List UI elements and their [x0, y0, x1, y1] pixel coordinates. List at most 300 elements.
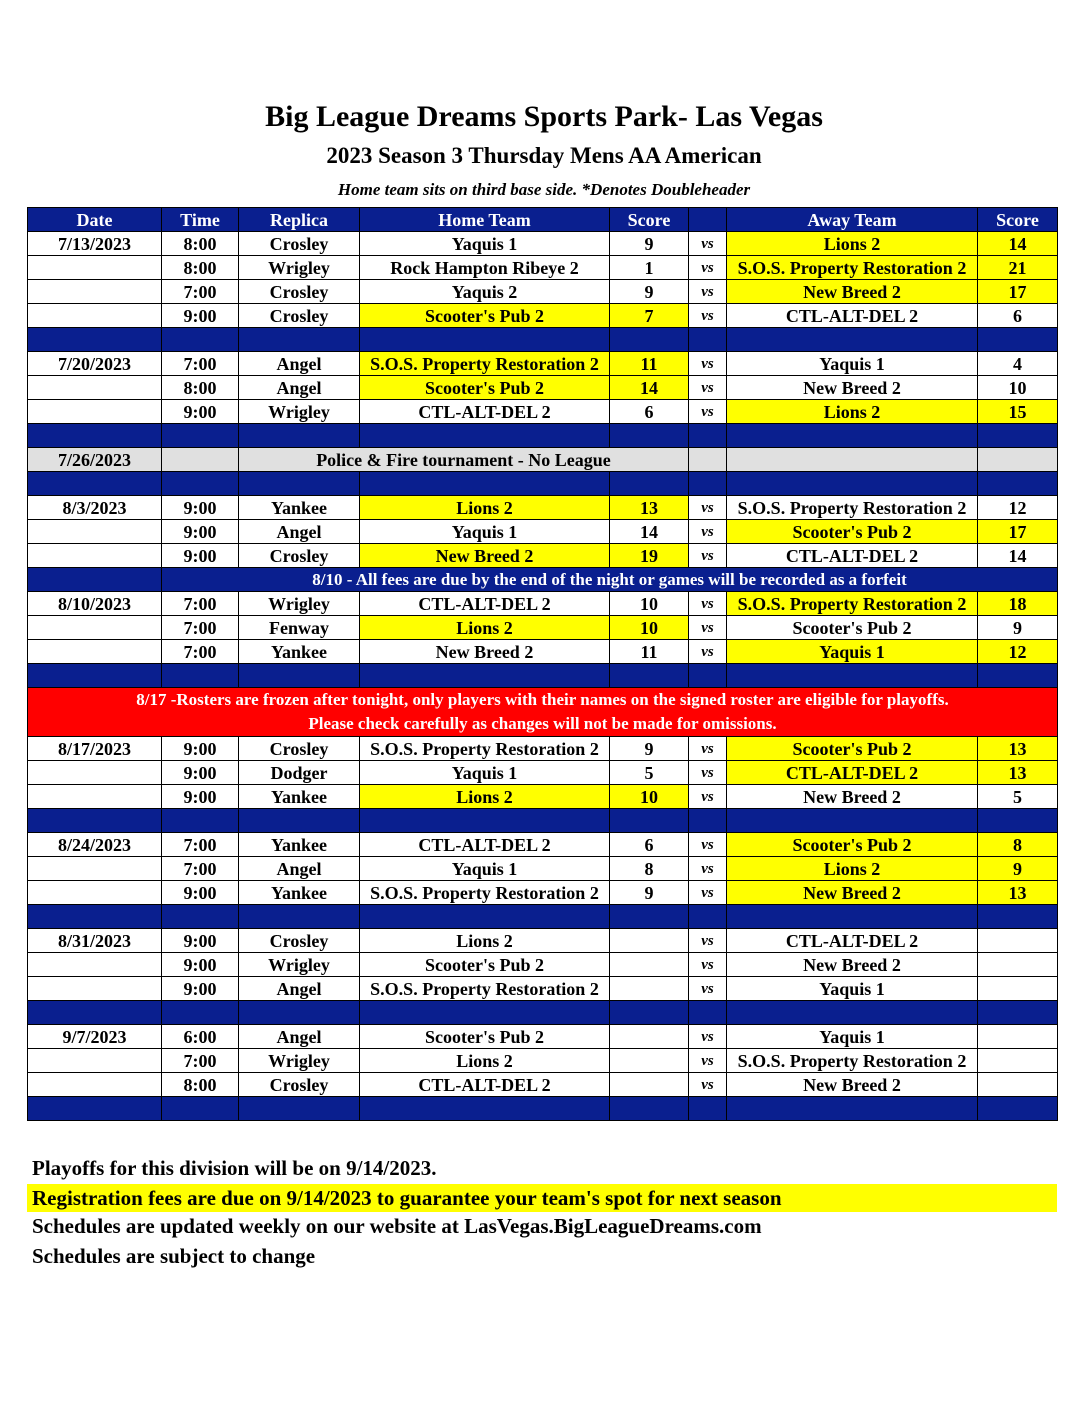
game-replica: Yankee [239, 496, 360, 520]
game-date [28, 881, 162, 905]
game-time: 9:00 [162, 496, 239, 520]
spacer-cell [727, 664, 978, 688]
game-replica: Wrigley [239, 400, 360, 424]
spacer-cell [28, 664, 162, 688]
home-team: Scooter's Pub 2 [360, 953, 610, 977]
game-row [28, 256, 1058, 280]
spacer-row [28, 1097, 1058, 1121]
vs-label: vs [689, 785, 727, 809]
home-score: 10 [610, 616, 689, 640]
game-row [28, 761, 1058, 785]
roster-note-line-1: 8/17 -Rosters are frozen after tonight, only players with their names on the signed roster are eligible for playoffs. [136, 690, 949, 709]
away-score: 12 [978, 640, 1058, 664]
game-replica: Angel [239, 977, 360, 1001]
spacer-cell [360, 472, 610, 496]
spacer-cell [239, 809, 360, 833]
game-time: 7:00 [162, 616, 239, 640]
game-time: 7:00 [162, 280, 239, 304]
spacer-cell [727, 472, 978, 496]
game-date [28, 1049, 162, 1073]
away-score: 5 [978, 785, 1058, 809]
game-row [28, 737, 1058, 761]
away-score: 6 [978, 304, 1058, 328]
game-date [28, 785, 162, 809]
game-replica: Dodger [239, 761, 360, 785]
game-time: 7:00 [162, 857, 239, 881]
game-replica: Yankee [239, 833, 360, 857]
spacer-row [28, 472, 1058, 496]
spacer-row [28, 905, 1058, 929]
game-date [28, 1073, 162, 1097]
game-row [28, 929, 1058, 953]
game-row [28, 352, 1058, 376]
away-team: Lions 2 [727, 400, 978, 424]
spacer-cell [610, 472, 689, 496]
vs-label: vs [689, 352, 727, 376]
spacer-cell [28, 424, 162, 448]
game-time: 7:00 [162, 1049, 239, 1073]
game-replica: Crosley [239, 1073, 360, 1097]
game-time: 9:00 [162, 881, 239, 905]
home-score: 11 [610, 352, 689, 376]
spacer-cell [610, 1097, 689, 1121]
vs-label: vs [689, 977, 727, 1001]
game-time: 9:00 [162, 544, 239, 568]
spacer-cell [360, 328, 610, 352]
home-score: 10 [610, 785, 689, 809]
vs-label: vs [689, 761, 727, 785]
spacer-cell [727, 1001, 978, 1025]
home-score: 11 [610, 640, 689, 664]
spacer-cell [610, 809, 689, 833]
away-team: Scooter's Pub 2 [727, 616, 978, 640]
spacer-cell [162, 664, 239, 688]
game-row [28, 544, 1058, 568]
schedule-table [27, 207, 1058, 1121]
registration-note: Registration fees are due on 9/14/2023 to guarantee your team's spot for next season [27, 1184, 1057, 1212]
home-score: 6 [610, 833, 689, 857]
game-replica: Yankee [239, 881, 360, 905]
game-time: 7:00 [162, 352, 239, 376]
spacer-cell [689, 1001, 727, 1025]
spacer-cell [28, 905, 162, 929]
game-time: 7:00 [162, 640, 239, 664]
away-team: Scooter's Pub 2 [727, 520, 978, 544]
game-replica: Crosley [239, 544, 360, 568]
vs-label: vs [689, 1049, 727, 1073]
game-date [28, 616, 162, 640]
vs-label: vs [689, 616, 727, 640]
game-time: 9:00 [162, 929, 239, 953]
spacer-cell [978, 472, 1058, 496]
game-time: 8:00 [162, 256, 239, 280]
schedule-body [28, 232, 1058, 1121]
home-team: Rock Hampton Ribeye 2 [360, 256, 610, 280]
away-team: New Breed 2 [727, 1073, 978, 1097]
away-score [978, 1049, 1058, 1073]
spacer-cell [978, 328, 1058, 352]
schedule-note: Home team sits on third base side. *Denotes Doubleheader [337, 180, 751, 199]
spacer-cell [28, 1001, 162, 1025]
home-score [610, 1049, 689, 1073]
spacer-row [28, 424, 1058, 448]
fees-note: 8/10 - All fees are due by the end of the night or games will be recorded as a forfeit [162, 568, 1058, 592]
roster-note [28, 688, 1058, 737]
spacer-cell [239, 664, 360, 688]
home-team: Lions 2 [360, 496, 610, 520]
away-team: New Breed 2 [727, 376, 978, 400]
game-time: 9:00 [162, 304, 239, 328]
home-score: 7 [610, 304, 689, 328]
home-score: 9 [610, 280, 689, 304]
spacer-row [28, 664, 1058, 688]
vs-label: vs [689, 833, 727, 857]
spacer-cell [360, 809, 610, 833]
away-score: 9 [978, 857, 1058, 881]
vs-label: vs [689, 1073, 727, 1097]
game-time: 8:00 [162, 1073, 239, 1097]
vs-label: vs [689, 304, 727, 328]
away-team: S.O.S. Property Restoration 2 [727, 496, 978, 520]
away-team: S.O.S. Property Restoration 2 [727, 592, 978, 616]
empty-cell [727, 448, 978, 472]
game-time: 6:00 [162, 1025, 239, 1049]
spacer-cell [360, 905, 610, 929]
spacer-cell [239, 472, 360, 496]
game-time: 9:00 [162, 400, 239, 424]
game-time: 9:00 [162, 520, 239, 544]
game-date [28, 280, 162, 304]
spacer-cell [610, 328, 689, 352]
away-score: 21 [978, 256, 1058, 280]
game-row [28, 1025, 1058, 1049]
away-score: 17 [978, 280, 1058, 304]
vs-label: vs [689, 857, 727, 881]
home-team: Lions 2 [360, 929, 610, 953]
away-score [978, 1073, 1058, 1097]
spacer-cell [978, 809, 1058, 833]
game-row [28, 881, 1058, 905]
spacer-cell [727, 328, 978, 352]
away-score: 12 [978, 496, 1058, 520]
vs-label: vs [689, 520, 727, 544]
game-date [28, 640, 162, 664]
spacer-cell [239, 905, 360, 929]
spacer-cell [162, 905, 239, 929]
home-team: CTL-ALT-DEL 2 [360, 833, 610, 857]
game-replica: Angel [239, 352, 360, 376]
spacer-row [28, 809, 1058, 833]
spacer-cell [239, 328, 360, 352]
away-team: Scooter's Pub 2 [727, 833, 978, 857]
header-row [28, 208, 1058, 232]
game-replica: Yankee [239, 640, 360, 664]
spacer-cell [689, 472, 727, 496]
spacer-cell [28, 809, 162, 833]
home-score [610, 1073, 689, 1097]
game-row [28, 400, 1058, 424]
vs-label: vs [689, 881, 727, 905]
game-date [28, 761, 162, 785]
game-date: 8/10/2023 [28, 592, 162, 616]
game-row [28, 953, 1058, 977]
vs-label: vs [689, 280, 727, 304]
away-team: CTL-ALT-DEL 2 [727, 929, 978, 953]
away-team: Yaquis 1 [727, 977, 978, 1001]
game-date [28, 256, 162, 280]
away-team: Lions 2 [727, 232, 978, 256]
game-date: 8/24/2023 [28, 833, 162, 857]
away-score: 13 [978, 761, 1058, 785]
game-row [28, 496, 1058, 520]
spacer-row [28, 1001, 1058, 1025]
spacer-cell [689, 905, 727, 929]
away-score [978, 977, 1058, 1001]
away-team: CTL-ALT-DEL 2 [727, 761, 978, 785]
game-replica: Wrigley [239, 256, 360, 280]
game-row [28, 520, 1058, 544]
game-replica: Angel [239, 857, 360, 881]
away-team: New Breed 2 [727, 280, 978, 304]
home-team: Lions 2 [360, 1049, 610, 1073]
home-score [610, 977, 689, 1001]
away-score: 13 [978, 881, 1058, 905]
away-score [978, 953, 1058, 977]
home-team: Yaquis 1 [360, 857, 610, 881]
game-row [28, 977, 1058, 1001]
game-replica: Wrigley [239, 592, 360, 616]
spacer-cell [727, 905, 978, 929]
game-date: 8/17/2023 [28, 737, 162, 761]
home-team: Yaquis 1 [360, 232, 610, 256]
col-date: Date [28, 208, 162, 232]
spacer-cell [162, 1001, 239, 1025]
game-time: 9:00 [162, 977, 239, 1001]
spacer-cell [360, 1001, 610, 1025]
home-score: 10 [610, 592, 689, 616]
game-row [28, 640, 1058, 664]
empty-cell [689, 448, 727, 472]
playoffs-note: Playoffs for this division will be on 9/14/2023. [32, 1156, 437, 1180]
game-replica: Crosley [239, 737, 360, 761]
game-time: 8:00 [162, 232, 239, 256]
home-team: Lions 2 [360, 616, 610, 640]
game-date: 7/13/2023 [28, 232, 162, 256]
game-row [28, 232, 1058, 256]
game-date: 7/26/2023 [28, 448, 162, 472]
game-replica: Fenway [239, 616, 360, 640]
spacer-cell [978, 905, 1058, 929]
spacer-cell [162, 472, 239, 496]
game-row [28, 376, 1058, 400]
spacer-cell [239, 1097, 360, 1121]
away-score: 17 [978, 520, 1058, 544]
home-team: New Breed 2 [360, 544, 610, 568]
home-team: S.O.S. Property Restoration 2 [360, 977, 610, 1001]
away-team: Lions 2 [727, 857, 978, 881]
spacer-cell [162, 1097, 239, 1121]
away-score: 14 [978, 544, 1058, 568]
game-row [28, 785, 1058, 809]
spacer-cell [689, 328, 727, 352]
empty-cell [162, 448, 239, 472]
game-replica: Wrigley [239, 1049, 360, 1073]
game-time: 9:00 [162, 785, 239, 809]
game-date [28, 977, 162, 1001]
vs-label: vs [689, 400, 727, 424]
home-score: 9 [610, 232, 689, 256]
game-replica: Crosley [239, 280, 360, 304]
spacer-cell [610, 1001, 689, 1025]
game-time: 9:00 [162, 953, 239, 977]
spacer-cell [162, 328, 239, 352]
away-score: 15 [978, 400, 1058, 424]
vs-label: vs [689, 737, 727, 761]
spacer-cell [978, 1097, 1058, 1121]
game-time: 7:00 [162, 833, 239, 857]
game-row [28, 592, 1058, 616]
game-date [28, 544, 162, 568]
spacer-cell [360, 664, 610, 688]
game-replica: Wrigley [239, 953, 360, 977]
spacer-cell [162, 809, 239, 833]
vs-label: vs [689, 592, 727, 616]
spacer-cell [727, 809, 978, 833]
home-score: 14 [610, 520, 689, 544]
home-score: 14 [610, 376, 689, 400]
away-team: Yaquis 1 [727, 640, 978, 664]
spacer-row [28, 328, 1058, 352]
subject-to-change-note: Schedules are subject to change [32, 1244, 316, 1268]
away-score [978, 929, 1058, 953]
away-team: CTL-ALT-DEL 2 [727, 544, 978, 568]
home-score: 5 [610, 761, 689, 785]
no-league-text: Police & Fire tournament - No League [239, 448, 689, 472]
home-team: S.O.S. Property Restoration 2 [360, 881, 610, 905]
game-date: 8/3/2023 [28, 496, 162, 520]
game-date: 7/20/2023 [28, 352, 162, 376]
game-date [28, 376, 162, 400]
game-date: 9/7/2023 [28, 1025, 162, 1049]
spacer-cell [978, 1001, 1058, 1025]
website-note: Schedules are updated weekly on our website at LasVegas.BigLeagueDreams.com [32, 1214, 762, 1238]
col-home-team: Home Team [360, 208, 610, 232]
game-replica: Angel [239, 520, 360, 544]
home-team: CTL-ALT-DEL 2 [360, 1073, 610, 1097]
no-league-row [28, 448, 1058, 472]
home-team: CTL-ALT-DEL 2 [360, 400, 610, 424]
spacer-cell [727, 424, 978, 448]
home-score: 13 [610, 496, 689, 520]
col-vs [689, 208, 727, 232]
game-date [28, 520, 162, 544]
spacer-cell [162, 424, 239, 448]
spacer-cell [978, 424, 1058, 448]
game-date: 8/31/2023 [28, 929, 162, 953]
home-team: Scooter's Pub 2 [360, 376, 610, 400]
spacer-cell [239, 1001, 360, 1025]
away-score: 10 [978, 376, 1058, 400]
spacer-cell [28, 472, 162, 496]
spacer-cell [610, 664, 689, 688]
away-team: Yaquis 1 [727, 1025, 978, 1049]
game-replica: Crosley [239, 232, 360, 256]
game-replica: Yankee [239, 785, 360, 809]
spacer-cell [28, 1097, 162, 1121]
vs-label: vs [689, 256, 727, 280]
home-team: CTL-ALT-DEL 2 [360, 592, 610, 616]
home-score: 9 [610, 881, 689, 905]
game-time: 8:00 [162, 376, 239, 400]
game-row [28, 304, 1058, 328]
col-away-score: Score [978, 208, 1058, 232]
col-away-team: Away Team [727, 208, 978, 232]
roster-note-line-2: Please check carefully as changes will not be made for omissions. [308, 714, 777, 733]
game-replica: Angel [239, 376, 360, 400]
away-team: Yaquis 1 [727, 352, 978, 376]
away-team: S.O.S. Property Restoration 2 [727, 256, 978, 280]
away-score: 8 [978, 833, 1058, 857]
game-time: 7:00 [162, 592, 239, 616]
home-score: 8 [610, 857, 689, 881]
vs-label: vs [689, 1025, 727, 1049]
home-team: Yaquis 1 [360, 761, 610, 785]
game-row [28, 1073, 1058, 1097]
spacer-cell [689, 1097, 727, 1121]
game-time: 9:00 [162, 737, 239, 761]
game-replica: Angel [239, 1025, 360, 1049]
home-score: 6 [610, 400, 689, 424]
away-score: 13 [978, 737, 1058, 761]
away-team: New Breed 2 [727, 953, 978, 977]
game-row [28, 616, 1058, 640]
col-replica: Replica [239, 208, 360, 232]
vs-label: vs [689, 953, 727, 977]
spacer-cell [28, 328, 162, 352]
spacer-cell [689, 809, 727, 833]
spacer-cell [360, 424, 610, 448]
col-time: Time [162, 208, 239, 232]
home-score [610, 929, 689, 953]
spacer-cell [689, 424, 727, 448]
game-date [28, 400, 162, 424]
spacer-cell [689, 664, 727, 688]
col-home-score: Score [610, 208, 689, 232]
home-team: S.O.S. Property Restoration 2 [360, 352, 610, 376]
game-row [28, 833, 1058, 857]
spacer-cell [360, 1097, 610, 1121]
home-score [610, 1025, 689, 1049]
home-team: Scooter's Pub 2 [360, 1025, 610, 1049]
spacer-cell [239, 424, 360, 448]
vs-label: vs [689, 232, 727, 256]
spacer-cell [610, 424, 689, 448]
game-row [28, 857, 1058, 881]
fees-note-row [28, 568, 1058, 592]
page-title: Big League Dreams Sports Park- Las Vegas [265, 100, 823, 133]
away-score: 9 [978, 616, 1058, 640]
page-subtitle: 2023 Season 3 Thursday Mens AA American [326, 143, 762, 168]
game-time: 9:00 [162, 761, 239, 785]
empty-cell [978, 448, 1058, 472]
home-team: Scooter's Pub 2 [360, 304, 610, 328]
vs-label: vs [689, 640, 727, 664]
spacer-cell [610, 905, 689, 929]
home-team: S.O.S. Property Restoration 2 [360, 737, 610, 761]
spacer-cell [727, 1097, 978, 1121]
game-replica: Crosley [239, 929, 360, 953]
away-score [978, 1025, 1058, 1049]
